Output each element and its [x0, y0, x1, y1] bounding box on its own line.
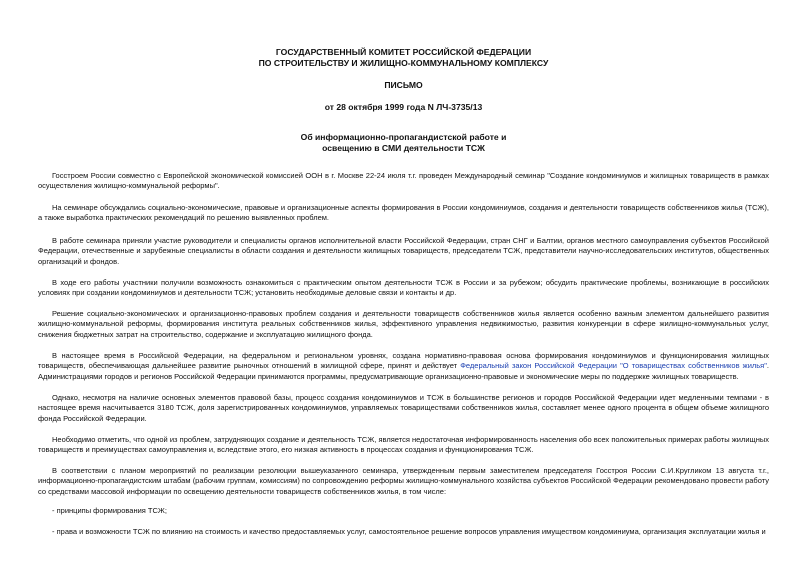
paragraph-with-law-link [38, 351, 769, 382]
paragraph: В ходе его работы участники получили возможность ознакомиться с практическим опытом деятельности ТСЖ в России и за рубежом; обсудить практические проблемы, возникающие в российских условиях при создании кондоминиумов и деятельности ТСЖ; установить необходимые деловые связи и контакты и др. [38, 278, 769, 298]
org-title-line2: ПО СТРОИТЕЛЬСТВУ И ЖИЛИЩНО-КОММУНАЛЬНОМУ КОМПЛЕКСУ [258, 58, 549, 68]
subject-line2: освещению в СМИ деятельности ТСЖ [322, 143, 485, 153]
paragraph-text: В настоящее время в Российской Федерации, на федеральном и региональном уровнях, создана нормативно-правовая основа формирования кондоминиумов и функционирования жилищных товариществ, обеспечивающая дальнейшее развитие рыночных отношений в жилищной сфере, принят и действует [38, 351, 769, 371]
org-title-line1: ГОСУДАРСТВЕННЫЙ КОМИТЕТ РОССИЙСКОЙ ФЕДЕРАЦИИ [275, 47, 532, 57]
list-item: - права и возможности ТСЖ по влиянию на стоимость и качество предоставляемых услуг, самостоятельное решение вопросов управления имуществом кондоминиума, организация эксплуатации жилья и [52, 527, 766, 536]
doc-type: ПИСЬМО [384, 80, 423, 90]
list-item: - принципы формирования ТСЖ; [52, 506, 167, 515]
paragraph: Решение социально-экономических и организационно-правовых проблем создания и деятельности товариществ собственников жилья является особенно важным элементом дальнейшего развития жилищно-коммунальной реформы, формирования института реальных собственников жилья, эффективного управления недвижимостью, развития конкуренции в сфере жилищно-коммунальных услуг, снижения бюджетных затрат на строительство, содержание и эксплуатацию жилищного фонда. [38, 309, 769, 339]
federal-law-link[interactable]: Федеральный закон Российской Федерации "О товариществах собственников жилья" [460, 361, 767, 371]
paragraph: В соответствии с планом мероприятий по реализации резолюции вышеуказанного семинара, утвержденным первым заместителем председателя Госстроя России С.И.Кругликом 13 августа т.г., информационно-пропагандистским штабам (рабочим группам, комиссиям) по сопровождению реформы жилищно-коммунального хозяйства субъектов Российской Федерации рекомендовано провести работу со средствами массовой информации по освещению деятельности товариществ собственников жилья, в том числе: [38, 466, 769, 496]
paragraph: Необходимо отметить, что одной из проблем, затрудняющих создание и деятельность ТСЖ, является недостаточная информированность населения обо всех положительных примерах работы жилищных товариществ и преимуществах самоуправления и, вследствие этого, его низкая активность в процессах создания и функционирования ТСЖ. [38, 435, 769, 455]
doc-date-number: от 28 октября 1999 года N ЛЧ-3735/13 [324, 102, 483, 112]
paragraph: Однако, несмотря на наличие основных элементов правовой базы, процесс создания кондоминиумов и ТСЖ в большинстве регионов и городов Российской Федерации идет медленными темпами - в настоящее время насчитывается 3180 ТСЖ, доля зарегистрированных кондоминиумов, управляемых товариществами собственников жилья, составляет менее одного процента в общем объеме жилищного фонда Российской Федерации. [38, 393, 769, 423]
paragraph: В работе семинара приняли участие руководители и специалисты органов исполнительной власти Российской Федерации, стран СНГ и Балтии, органов местного самоуправления субъектов Российской Федерации, отечественные и зарубежные специалисты в области создания и деятельности жилищных товариществ, председатели ТСЖ, представители научно-исследовательских институтов, общественных организаций и фондов. [38, 236, 769, 266]
paragraph: Госстроем России совместно с Европейской экономической комиссией ООН в г. Москве 22-24 июля т.г. проведен Международный семинар "Создание кондоминиумов и жилищных товариществ в рамках осуществления жилищно-коммунальной реформы". [38, 171, 769, 191]
paragraph-text: . Администрациями городов и регионов Российской Федерации принимаются программы, предусматривающие организационно-правовые и экономические меры по поддержке жилищных товариществ. [38, 361, 769, 381]
subject-line1: Об информационно-пропагандистской работе и [300, 132, 507, 142]
paragraph: На семинаре обсуждались социально-экономические, правовые и организационные аспекты формирования в России кондоминиумов, создания и деятельности товариществ собственников жилья (ТСЖ), а также выработка практических рекомендаций по решению выявленных проблем. [38, 203, 769, 223]
